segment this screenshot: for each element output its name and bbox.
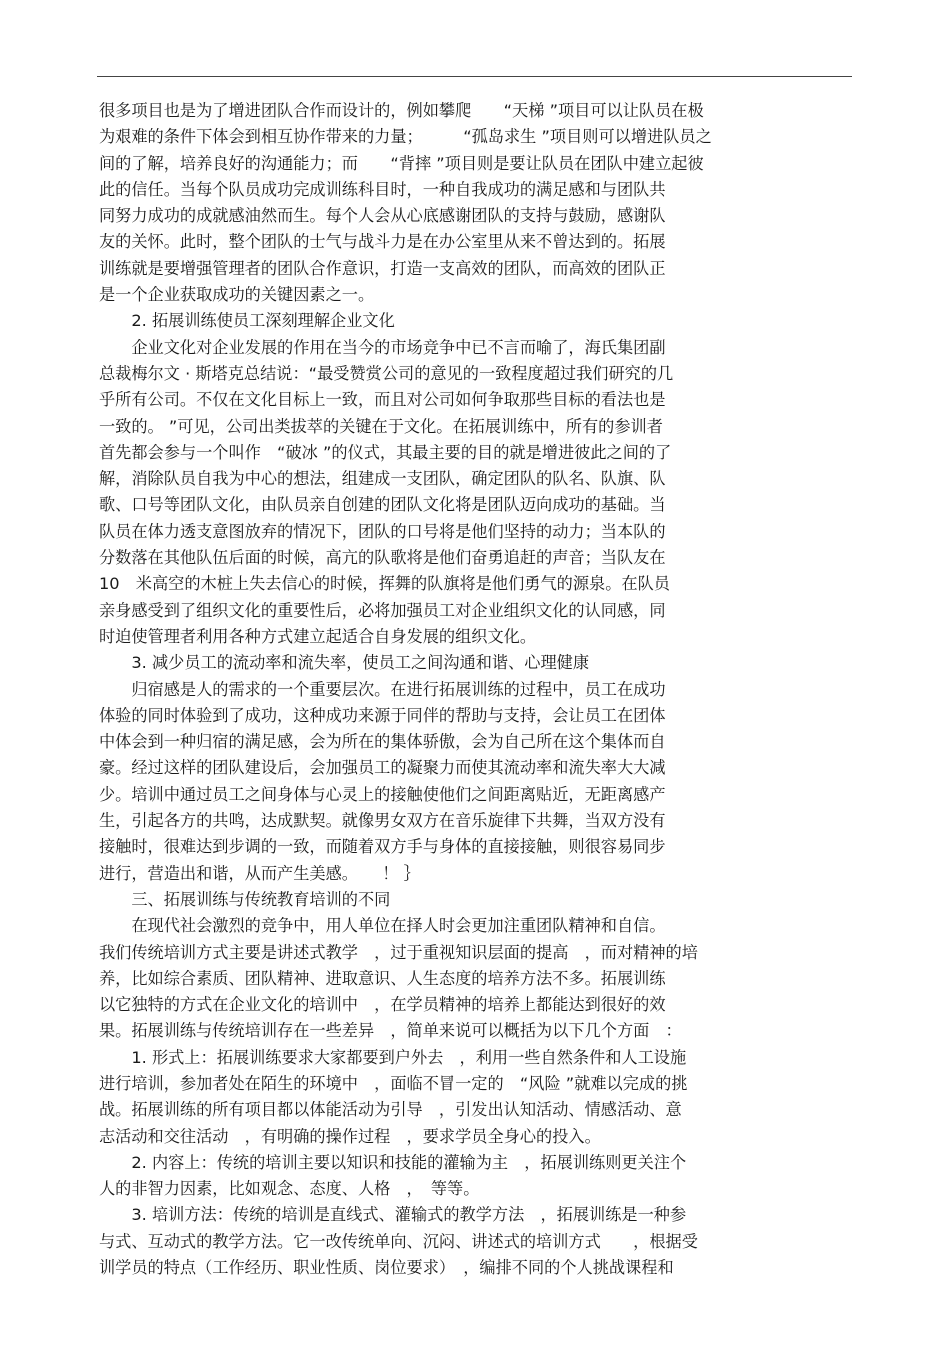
text-line: 训学员的特点（工作经历、职业性质、岗位要求） ，编排不同的个人挑战课程和 [99, 1258, 674, 1278]
text-line: 在现代社会激烈的竞争中，用人单位在择人时会更加注重团队精神和自信。 [99, 916, 666, 936]
text-line: 友的关怀。此时，整个团队的士气与战斗力是在办公室里从来不曾达到的。拓展 [99, 232, 666, 252]
text-line: 进行培训，参加者处在陌生的环境中 ，面临不冒一定的 “风险 ”就难以完成的挑 [99, 1073, 688, 1093]
text-line: 果。拓展训练与传统培训存在一些差异 ，简单来说可以概括为以下几个方面 ： [99, 1021, 682, 1041]
text-line: 乎所有公司。不仅在文化目标上一致，而且对公司如何争取那些目标的看法也是 [99, 390, 666, 410]
section-heading: 2. 拓展训练使员工深刻理解企业文化 [99, 311, 395, 331]
text-line: 归宿感是人的需求的一个重要层次。在进行拓展训练的过程中，员工在成功 [99, 679, 666, 699]
text-line: 以它独特的方式在企业文化的培训中 ，在学员精神的培养上都能达到很好的效 [99, 995, 666, 1015]
text-line: 10 米高空的木桩上失去信心的时候，挥舞的队旗将是他们勇气的源泉。在队员 [99, 574, 670, 594]
header-divider [97, 76, 852, 77]
section-heading: 三、拓展训练与传统教育培训的不同 [99, 889, 391, 909]
document-body [99, 98, 779, 1281]
text-line: 很多项目也是为了增进团队合作而设计的，例如攀爬 “天梯 ”项目可以让队员在极 [99, 101, 704, 120]
text-line: 亲身感受到了组织文化的重要性后，必将加强员工对企业组织文化的认同感，同 [99, 600, 666, 620]
text-line: 时迫使管理者利用各种方式建立起适合自身发展的组织文化。 [99, 626, 537, 646]
text-line: 体验的同时体验到了成功，这种成功来源于同伴的帮助与支持，会让员工在团体 [99, 705, 666, 725]
text-line: 养，比如综合素质、团队精神、进取意识、人生态度的培养方法不多。拓展训练 [99, 968, 666, 988]
text-line: 队员在体力透支意图放弃的情况下，团队的口号将是他们坚持的动力；当本队的 [99, 521, 666, 541]
text-line: 豪。经过这样的团队建设后，会加强员工的凝聚力而使其流动率和流失率大大减 [99, 758, 666, 778]
section-heading: 3. 减少员工的流动率和流失率，使员工之间沟通和谐、心理健康 [99, 653, 590, 673]
text-line: 解，消除队员自我为中心的想法，组建成一支团队，确定团队的队名、队旗、队 [99, 469, 666, 489]
text-line: 中体会到一种归宿的满足感，会为所在的集体骄傲，会为自己所在这个集体而自 [99, 732, 666, 752]
text-line: 进行，营造出和谐，从而产生美感。 ！ ｝ [99, 863, 420, 883]
text-line: 间的了解，培养良好的沟通能力；而 “背摔 ”项目则是要让队员在团队中建立起彼 [99, 153, 704, 173]
text-line: 1. 形式上：拓展训练要求大家都要到户外去 ，利用一些自然条件和人工设施 [99, 1047, 687, 1067]
text-line: 为艰难的条件下体会到相互协作带来的力量； “孤岛求生 ”项目则可以增进队员之 [99, 127, 712, 147]
text-line: 与式、互动式的教学方法。它一改传统单向、沉闷、讲述式的培训方式 ，根据受 [99, 1231, 698, 1251]
text-line: 人的非智力因素，比如观念、态度、人格 ， 等等。 [99, 1179, 480, 1199]
text-line: 此的信任。当每个队员成功完成训练科目时，一种自我成功的满足感和与团队共 [99, 179, 666, 199]
text-line: 首先都会参与一个叫作 “破冰 ”的仪式，其最主要的目的就是增进彼此之间的了 [99, 442, 672, 462]
text-line: 志活动和交往活动 ，有明确的操作过程 ，要求学员全身心的投入。 [99, 1126, 601, 1146]
text-line: 我们传统培训方式主要是讲述式教学 ，过于重视知识层面的提高 ，而对精神的培 [99, 942, 698, 962]
text-line: 同努力成功的成就感油然而生。每个人会从心底感谢团队的支持与鼓励，感谢队 [99, 206, 666, 226]
text-line: 歌、口号等团队文化，由队员亲自创建的团队文化将是团队迈向成功的基础。当 [99, 495, 666, 515]
text-line: 3. 培训方法：传统的培训是直线式、灌输式的教学方法 ，拓展训练是一种参 [99, 1205, 687, 1225]
text-line: 战。拓展训练的所有项目都以体能活动为引导 ，引发出认知活动、情感活动、意 [99, 1100, 682, 1120]
text-line: 接触时，很难达到步调的一致，而随着双方手与身体的直接接触，则很容易同步 [99, 837, 666, 857]
text-line: 生，引起各方的共鸣，达成默契。就像男女双方在音乐旋律下共舞，当双方没有 [99, 811, 666, 831]
text-line: 训练就是要增强管理者的团队合作意识，打造一支高效的团队，而高效的团队正 [99, 258, 666, 278]
text-line: 总裁梅尔文 · 斯塔克总结说：“最受赞赏公司的意见的一致程度超过我们研究的几 [99, 363, 674, 383]
text-line: 是一个企业获取成功的关键因素之一。 [99, 285, 375, 305]
text-line: 2. 内容上：传统的培训主要以知识和技能的灌输为主 ，拓展训练则更关注个 [99, 1152, 687, 1172]
text-line: 企业文化对企业发展的作用在当今的市场竞争中已不言而喻了，海氏集团副 [99, 337, 666, 357]
text-line: 一致的。 ”可见，公司出类拔萃的关键在于文化。在拓展训练中，所有的参训者 [99, 416, 663, 436]
text-line: 分数落在其他队伍后面的时候，高亢的队歌将是他们奋勇追赶的声音；当队友在 [99, 548, 666, 568]
text-line: 少。培训中通过员工之间身体与心灵上的接触使他们之间距离贴近，无距离感产 [99, 784, 666, 804]
